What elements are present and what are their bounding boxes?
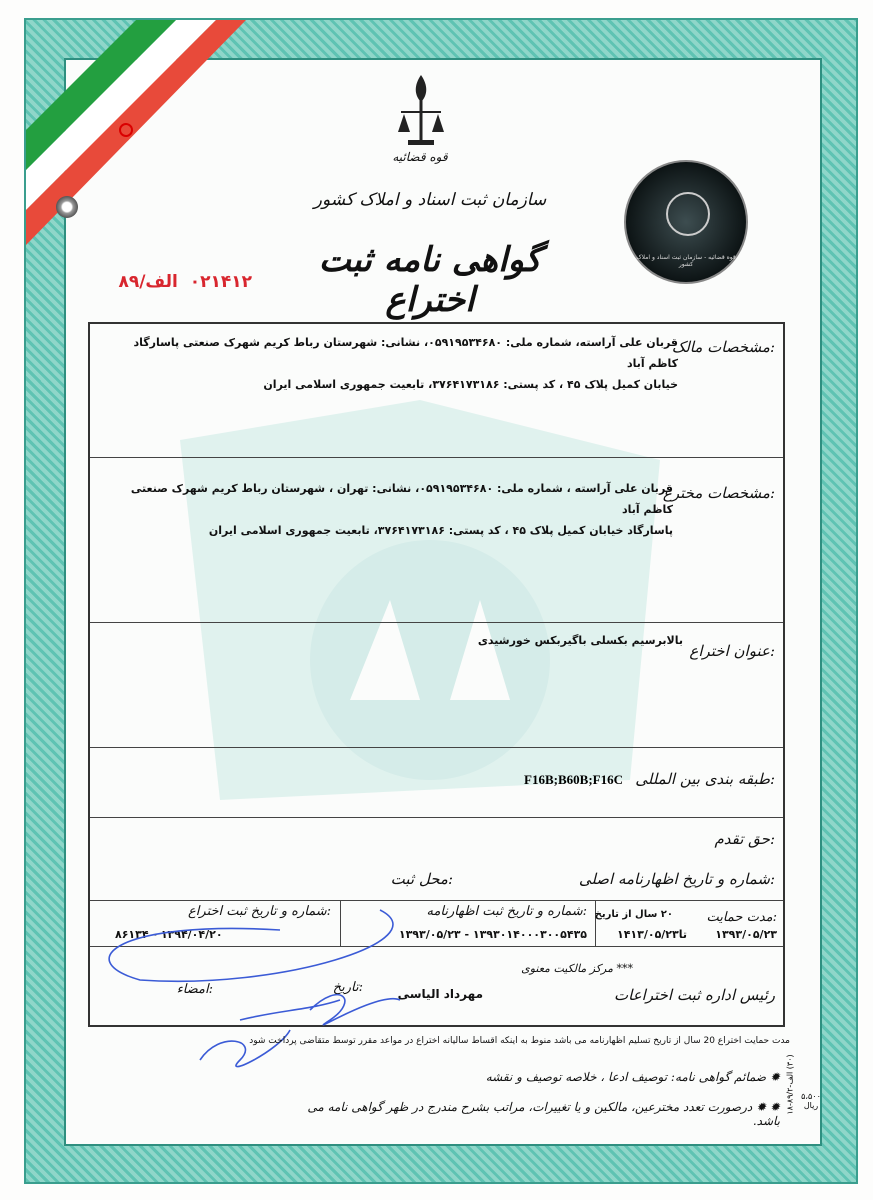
owner-label: مشخصات مالک:	[671, 338, 775, 356]
signatory-role: رئیس اداره ثبت اختراعات	[614, 986, 775, 1004]
grommet-icon	[56, 196, 78, 218]
protection-label: مدت حمایت:	[706, 910, 777, 925]
priority-label: حق تقدم:	[714, 830, 775, 848]
judiciary-label: قوه قضائیه	[392, 150, 448, 164]
serial-number: ۰۲۱۴۱۲ الف/۸۹	[118, 272, 252, 292]
invention-title-value: بالابرسیم بکسلی باگیربکس خورشیدی	[477, 634, 683, 647]
owner-details: قربان علی آراسته، شماره ملی: ۰۵۹۱۹۵۳۴۶۸۰، نشانی: شهرستان رباط کریم شهرک صنعتی پاسارگاد کاظم آباد خیابان کمیل پلاک ۴۵ ، کد پستی: ۳۷۶۴۱۷۳۱۸۶، تابعیت جمهوری اسلامی ایران	[133, 336, 678, 391]
organization-name: سازمان ثبت اسناد و املاک کشور	[313, 190, 547, 210]
page-title: گواهی نامه ثبت اختراع	[318, 240, 542, 320]
signatory-name: مهرداد الیاسی	[397, 987, 483, 1001]
iran-flag-ribbon-icon	[26, 20, 266, 260]
protection-end: تا۱۴۱۳/۰۵/۲۳	[616, 928, 687, 941]
multiple-owners-note: ✹ ✹ درصورت تعدد مخترعین، مالکین و یا تغییرات، مراتب بشرح مندرج در ظهر گواهی نامه می باشد.	[307, 1100, 780, 1128]
registration-value: ۱۳۹۴/۰۴/۲۰ - ۸۶۱۳۴	[115, 928, 223, 941]
price-stamp: ۵،۵۰۰ ریال	[801, 1092, 821, 1110]
application-label: شماره و تاریخ ثبت اظهارنامه:	[426, 904, 587, 919]
place-label: محل ثبت:	[390, 870, 453, 888]
protection-terms-note: مدت حمایت اختراع 20 سال از تاریخ تسلیم اظهارنامه می باشد منوط به اینکه اقساط سالیانه اختراع در مواعد مقرر توسط متقاضی پرداخت شود	[249, 1036, 790, 1046]
sign-label: امضاء:	[176, 982, 213, 997]
inventor-details: قربان علی آراسته ، شماره ملی: ۰۵۹۱۹۵۳۴۶۸۰، نشانی: تهران ، شهرستان رباط کریم شهرک صنعتی کاظم آباد پاسارگاد خیابان کمیل پلاک ۴۵ ، کد پستی: ۳۷۶۴۱۷۳۱۸۶، تابعیت جمهوری اسلامی ایران	[130, 482, 673, 537]
protection-start: ۱۳۹۳/۰۵/۲۳	[715, 928, 777, 941]
classification-value: F16B;B60B;F16C	[524, 772, 623, 787]
classification-label: طبقه بندی بین المللی:	[635, 770, 775, 788]
hologram-seal: قوه قضائیه - سازمان ثبت اسناد و املاک کشور	[624, 160, 748, 284]
form-code: (۳۰) الف-۸۹/۲-۱۸	[785, 1054, 795, 1115]
inventor-label: مشخصات مخترع:	[662, 484, 775, 502]
registration-label: شماره و تاریخ ثبت اختراع:	[188, 904, 331, 919]
invention-title-label: عنوان اختراع:	[689, 642, 775, 660]
handwritten-signature	[80, 900, 460, 1080]
judiciary-emblem-icon	[396, 70, 446, 150]
application-value: ۱۳۹۳۰۱۴۰۰۰۳۰۰۵۴۳۵ - ۱۳۹۳/۰۵/۲۳	[398, 928, 587, 941]
protection-note: ۲۰ سال از تاریخ	[594, 909, 673, 920]
attachments-note: ✹ ضمائم گواهی نامه: توصیف ادعا ، خلاصه توصیف و نقشه	[485, 1070, 780, 1084]
ip-center-label: *** مرکز مالکیت معنوی	[521, 962, 633, 975]
date-label: تاریخ:	[332, 980, 363, 995]
original-filing-label: شماره و تاریخ اظهارنامه اصلی:	[578, 870, 775, 888]
